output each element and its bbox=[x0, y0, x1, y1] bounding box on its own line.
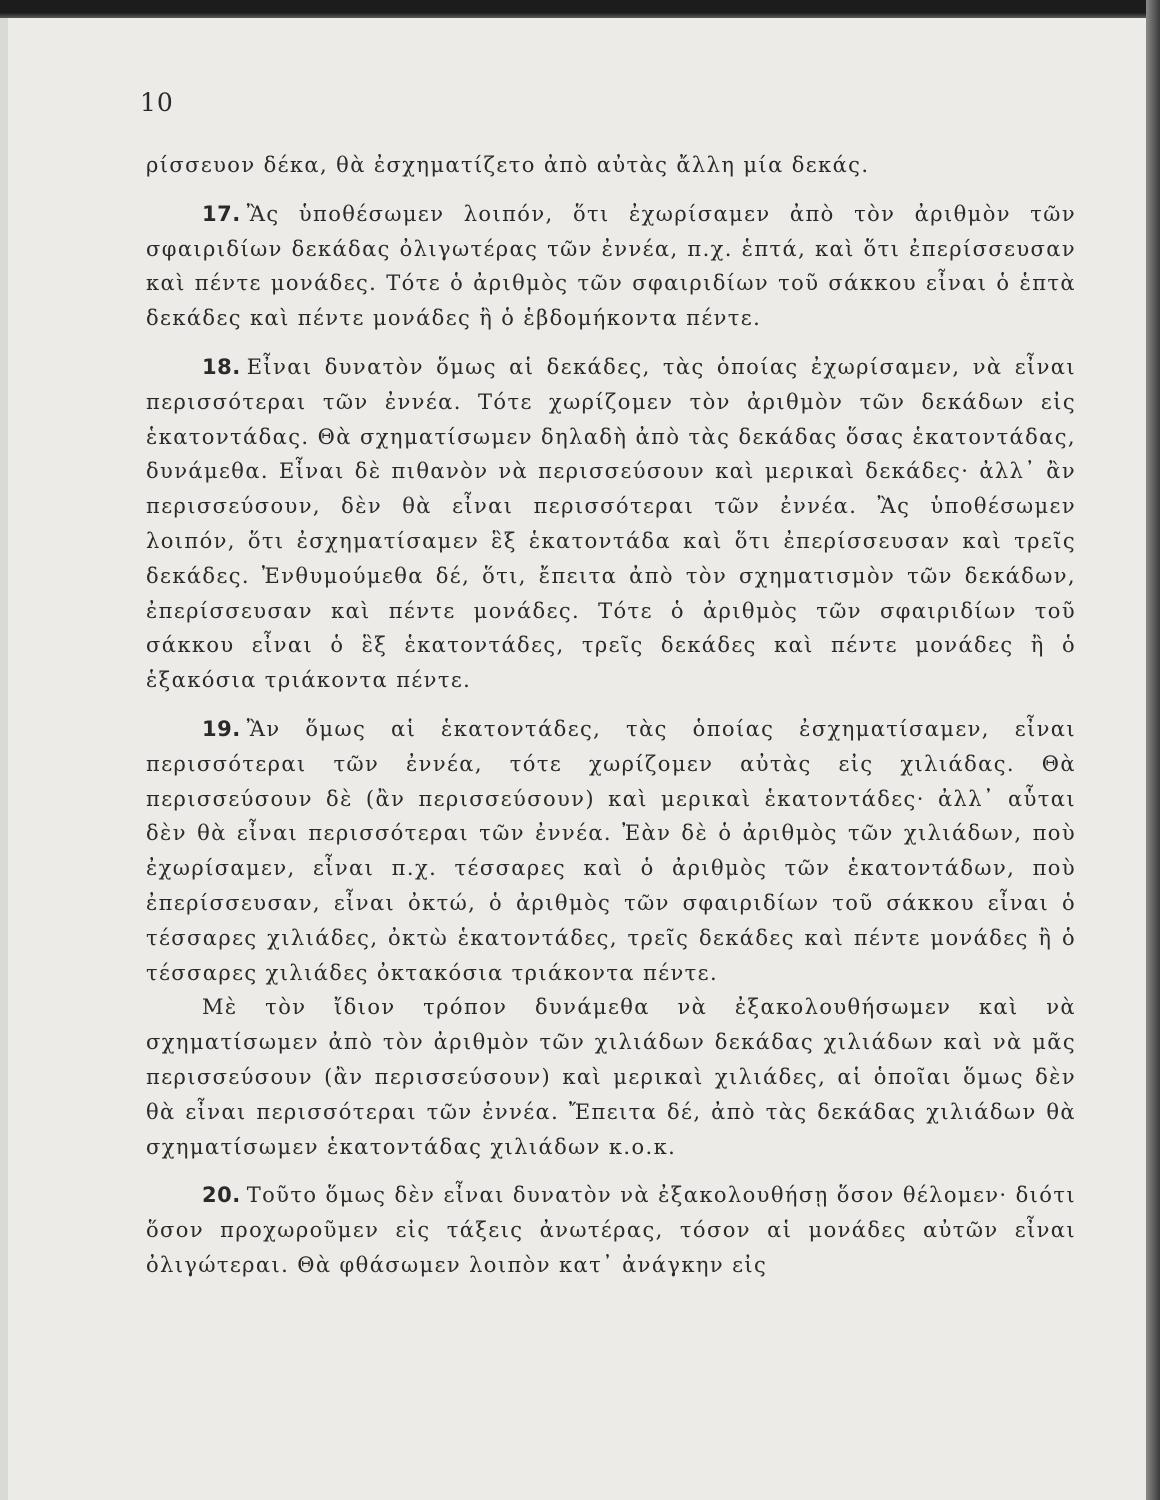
paragraph-unnumbered bbox=[146, 990, 1076, 1164]
section-number: 17. bbox=[202, 201, 241, 226]
section-number: 20. bbox=[202, 1183, 241, 1208]
section-number: 19. bbox=[202, 716, 241, 741]
section-number: 18. bbox=[202, 354, 241, 379]
paragraph-text: Ἂν ὅμως αἱ ἑκατοντάδες, τὰς ὁποίας ἐσχηματίσαμεν, εἶναι περισσότεραι τῶν ἐννέα, τότε χωρίζομεν αὐτὰς εἰς χιλιάδας. Θὰ περισσεύσουν δὲ (ἂν περισσεύσουν) καὶ μερικαὶ ἑκατοντάδες· ἀλλ᾿ αὗται δὲν θὰ εἶναι περισσότεραι τῶν ἐννέα. Ἐὰν δὲ ὁ ἀριθμὸς τῶν χιλιάδων, ποὺ ἐχωρίσαμεν, εἶναι π.χ. τέσσαρες καὶ ὁ ἀριθμὸς τῶν ἑκατοντάδων, ποὺ ἐπερίσσευσαν, εἶναι ὀκτώ, ὁ ἀριθμὸς τῶν σφαιριδίων τοῦ σάκκου εἶναι ὁ τέσσαρες χιλιάδες, ὀκτὼ ἑκατοντάδες, τρεῖς δεκάδες καὶ πέντε μονάδες ἢ ὁ τέσσαρες χιλιάδες ὀκτακόσια τριάκοντα πέντε. bbox=[146, 716, 1076, 985]
paragraph-continuation bbox=[146, 148, 1076, 183]
paragraph-19 bbox=[146, 712, 1076, 990]
paragraph-text: Εἶναι δυνατὸν ὅμως αἱ δεκάδες, τὰς ὁποίας ἐχωρίσαμεν, νὰ εἶναι περισσότεραι τῶν ἐννέα. Τότε χωρίζομεν τὸν ἀριθμὸν τῶν δεκάδων εἰς ἑκατοντάδας. Θὰ σχηματίσωμεν δηλαδὴ ἀπὸ τὰς δεκάδας ὅσας ἑκατοντάδας, δυνάμεθα. Εἶναι δὲ πιθανὸν νὰ περισσεύσουν καὶ μερικαὶ δεκάδες· ἀλλ᾿ ἂν περισσεύσουν, δὲν θὰ εἶναι περισσότεραι τῶν ἐννέα. Ἂς ὑποθέσωμεν λοιπόν, ὅτι ἐσχηματίσαμεν ἓξ ἑκατοντάδα καὶ ὅτι ἐπερίσσευσαν καὶ τρεῖς δεκάδες. Ἐνθυμούμεθα δέ, ὅτι, ἔπειτα ἀπὸ τὸν σχηματισμὸν τῶν δεκάδων, ἐπερίσσευσαν καὶ πέντε μονάδες. Τότε ὁ ἀριθμὸς τῶν σφαιριδίων τοῦ σάκκου εἶναι ὁ ἓξ ἑκατοντάδες, τρεῖς δεκάδες καὶ πέντε μονάδες ἢ ὁ ἑξακόσια τριάκοντα πέντε. bbox=[146, 354, 1076, 693]
paragraph-text: ρίσσευον δέκα, θὰ ἐσχηματίζετο ἀπὸ αὐτὰς ἄλλη μία δεκάς. bbox=[146, 153, 870, 177]
paragraph-18 bbox=[146, 350, 1076, 698]
page-number: 10 bbox=[140, 88, 174, 117]
paragraph-text: Μὲ τὸν ἴδιον τρόπον δυνάμεθα νὰ ἐξακολουθήσωμεν καὶ νὰ σχηματίσωμεν ἀπὸ τὸν ἀριθμὸν τῶν χιλιάδων δεκάδας χιλιάδων καὶ νὰ μᾶς περισσεύσουν (ἂν περισσεύσουν) καὶ μερικαὶ χιλιάδες, αἱ ὁποῖαι ὅμως δὲν θὰ εἶναι περισσότεραι τῶν ἐννέα. Ἔπειτα δέ, ἀπὸ τὰς δεκάδας χιλιάδων θὰ σχηματίσωμεν ἑκατοντάδας χιλιάδων κ.ο.κ. bbox=[146, 995, 1076, 1159]
paragraph-20 bbox=[146, 1178, 1076, 1282]
paragraph-text: Ἂς ὑποθέσωμεν λοιπόν, ὅτι ἐχωρίσαμεν ἀπὸ τὸν ἀριθμὸν τῶν σφαιριδίων δεκάδας ὀλιγωτέρας τῶν ἐννέα, π.χ. ἑπτά, καὶ ὅτι ἐπερίσσευσαν καὶ πέντε μονάδες. Τότε ὁ ἀριθμὸς τῶν σφαιριδίων τοῦ σάκκου εἶναι ὁ ἑπτὰ δεκάδες καὶ πέντε μονάδες ἢ ὁ ἑβδομήκοντα πέντε. bbox=[146, 201, 1076, 331]
scan-border-top bbox=[0, 0, 1160, 18]
paragraph-text: Τοῦτο ὅμως δὲν εἶναι δυνατὸν νὰ ἐξακολουθήσῃ ὅσον θέλομεν· διότι ὅσον προχωροῦμεν εἰς τάξεις ἀνωτέρας, τόσον αἱ μονάδες αὐτῶν εἶναι ὀλιγώτεραι. Θὰ φθάσωμεν λοιπὸν κατ᾿ ἀνάγκην εἰς bbox=[146, 1183, 1076, 1277]
page-body bbox=[146, 148, 1076, 1283]
scan-border-right bbox=[1146, 0, 1160, 1500]
paragraph-17 bbox=[146, 197, 1076, 336]
